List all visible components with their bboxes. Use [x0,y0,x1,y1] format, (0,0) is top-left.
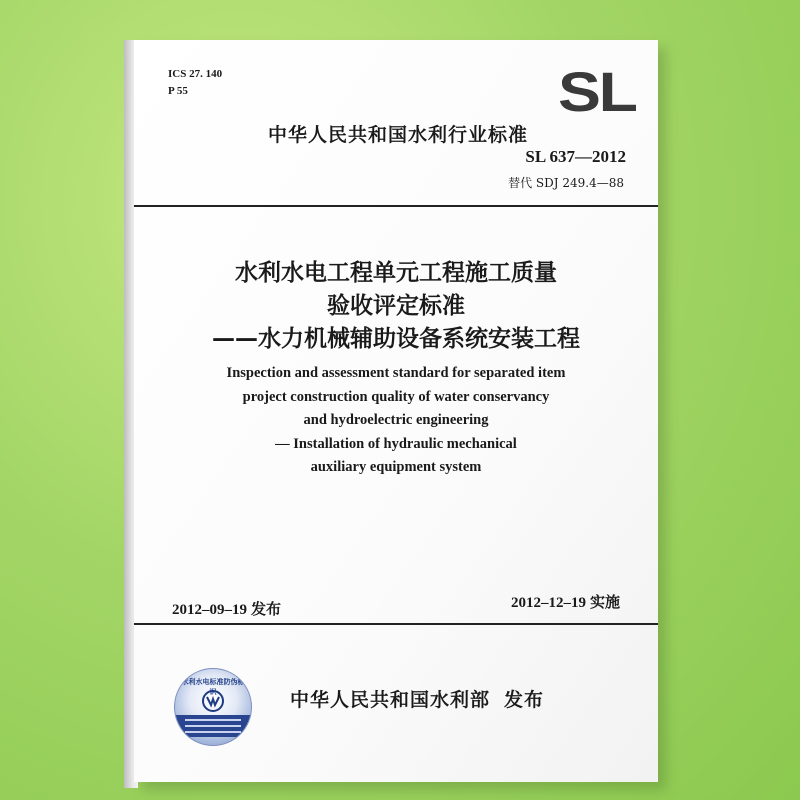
seal-band [175,715,251,737]
publisher-name: 中华人民共和国水利部 [290,689,491,711]
title-cn-line: 验收评定标准 [327,293,465,319]
issue-date-value: 2012–09–19 [172,602,247,618]
standard-number: SL 637—2012 [525,147,626,166]
seal-text: 水利水电标准防伪标识 [181,678,245,696]
sl-logo: SL [558,60,636,123]
anti-counterfeit-seal [174,668,252,746]
title-cn-line: ——水力机械辅助设备系统安装工程 [212,326,580,352]
replaces-note: 替代 SDJ 249.4—88 [508,176,624,190]
title-en-line: project construction quality of water conservancy [242,388,550,405]
title-cn-line: 水利水电工程单元工程施工质量 [235,260,557,286]
title-chinese [134,257,658,356]
org-standard-label: 中华人民共和国水利行业标准 [268,124,529,146]
implement-date-label: 实施 [589,593,620,611]
classification-codes [168,66,222,100]
issue-date-label: 发布 [251,600,282,618]
bottom-divider [134,623,658,625]
implement-date [511,591,620,612]
issue-date [172,598,281,619]
title-en-line: and hydroelectric engineering [303,412,489,428]
seal-emblem-icon [199,689,227,713]
book-cover [134,40,658,782]
p-code: P 55 [168,85,188,97]
top-divider [134,205,658,207]
title-en-line: Inspection and assessment standard for separated item [226,365,566,381]
publisher [290,685,544,712]
implement-date-value: 2012–12–19 [510,595,586,611]
title-en-line: — Installation of hydraulic mechanical [275,435,517,452]
title-en-line: auxiliary equipment system [310,459,482,475]
ics-code: ICS 27. 140 [168,68,223,80]
title-english [134,362,658,480]
publisher-action: 发布 [504,689,545,711]
